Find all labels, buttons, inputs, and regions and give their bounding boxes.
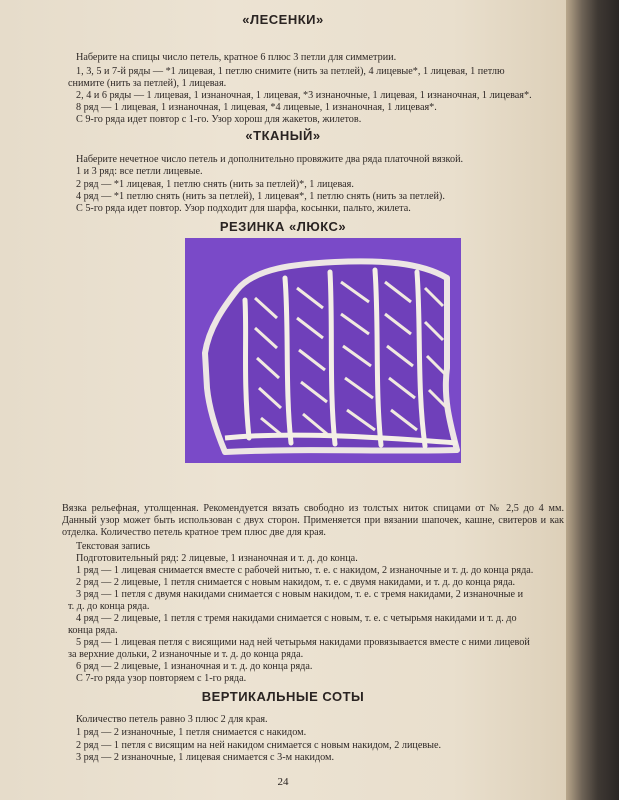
paragraph-line: 1 и 3 ряд: все петли лицевые.: [76, 166, 203, 177]
paragraph-line: 2, 4 и 6 ряды — 1 лицевая, 1 изнаночная, 1 лицевая, *3 изнаночные, 1 лицевая, 1 изнаночная, 1 лицевая*.: [76, 90, 532, 101]
paragraph-line: 5 ряд — 1 лицевая петля с висящими над ней четырьмя накидами провязывается вместе с ними лицевой: [76, 637, 530, 648]
paragraph-line: за верхние дольки, 2 изнаночные и т. д. до конца ряда.: [68, 649, 304, 660]
paragraph-line: 4 ряд — *1 петлю снять (нить за петлей), 1 лицевая*, 1 петлю снять (нить за петлей).: [76, 191, 445, 202]
paragraph-line: 2 ряд — 1 петля с висящим на ней накидом снимается с новым накидом, 2 лицевые.: [76, 740, 442, 751]
paragraph-line: Подготовительный ряд: 2 лицевые, 1 изнаночная и т. д. до конца.: [76, 553, 358, 564]
section-title-lesenki: «ЛЕСЕНКИ»: [242, 12, 324, 27]
paragraph-line: С 5-го ряда идет повтор. Узор подходит для шарфа, косынки, пальто, жилета.: [76, 203, 411, 214]
intro-paragraph: Вязка рельефная, утолщенная. Рекомендуется вязать свободно из толстых ниток спицами от № 2,5 до 4 мм. Данный узор может быть использован с двух сторон. Применяется при вязании шапочек, кашне, свитеров и как отделка. Количество петель кратное трем плюс две для края.: [62, 503, 564, 538]
paragraph-line: 2 ряд — *1 лицевая, 1 петлю снять (нить за петлей)*, 1 лицевая.: [76, 179, 354, 190]
section-title-tkany: «ТКАНЫЙ»: [245, 128, 321, 143]
paragraph-line: 2 ряд — 2 лицевые, 1 петля снимается с новым накидом, т. е. с двумя накидами, и т. д. до конца ряда.: [76, 577, 516, 588]
paragraph-line: Наберите нечетное число петель и дополнительно провяжите два ряда платочной вязкой.: [76, 154, 464, 165]
paragraph-line: 6 ряд — 2 лицевые, 1 изнаночная и т. д. до конца ряда.: [76, 661, 313, 672]
paragraph-line: 4 ряд — 2 лицевые, 1 петля с тремя накидами снимается с новым, т. е. с четырьмя накидами и т. д. до: [76, 613, 517, 624]
paragraph-line: конца ряда.: [68, 625, 118, 636]
paragraph-line: т. д. до конца ряда.: [68, 601, 150, 612]
subheading: Текстовая запись: [76, 541, 150, 552]
paragraph-line: 8 ряд — 1 лицевая, 1 изнаночная, 1 лицевая, *4 лицевые, 1 изнаночная, 1 лицевая*.: [76, 102, 437, 113]
page-number: 24: [277, 776, 289, 788]
section-title-rezinka: РЕЗИНКА «ЛЮКС»: [219, 219, 347, 234]
paragraph-line: Количество петель равно 3 плюс 2 для края.: [76, 714, 268, 725]
paragraph-line: снимите (нить за петлей), 1 лицевая.: [68, 78, 227, 89]
paragraph-line: С 7-го ряда узор повторяем с 1-го ряда.: [76, 673, 247, 684]
page-shadow-edge: [566, 0, 619, 800]
paragraph-line: 1 ряд — 1 лицевая снимается вместе с рабочей нитью, т. е. с накидом, 2 изнаночные и т. д. до конца ряда.: [76, 565, 534, 576]
paragraph-line: 1, 3, 5 и 7-й ряды — *1 лицевая, 1 петлю снимите (нить за петлей), 4 лицевые*, 1 лицевая, 1 петлю: [76, 66, 505, 77]
paragraph-line: 3 ряд — 2 изнаночные, 1 лицевая снимается с 3-м накидом.: [76, 752, 335, 763]
paragraph-line: С 9-го ряда идет повтор с 1-го. Узор хорош для жакетов, жилетов.: [76, 114, 362, 125]
section-title-soty: ВЕРТИКАЛЬНЫЕ СОТЫ: [201, 689, 365, 704]
paragraph-line: 1 ряд — 2 изнаночные, 1 петля снимается с накидом.: [76, 727, 307, 738]
paragraph-line: Наберите на спицы число петель, кратное 6 плюс 3 петли для симметрии.: [76, 52, 397, 63]
paragraph-line: 3 ряд — 1 петля с двумя накидами снимается с новым накидом, т. е. с тремя накидами, 2 изнаночные и: [76, 589, 524, 600]
knitted-swatch-photo: [185, 238, 461, 463]
